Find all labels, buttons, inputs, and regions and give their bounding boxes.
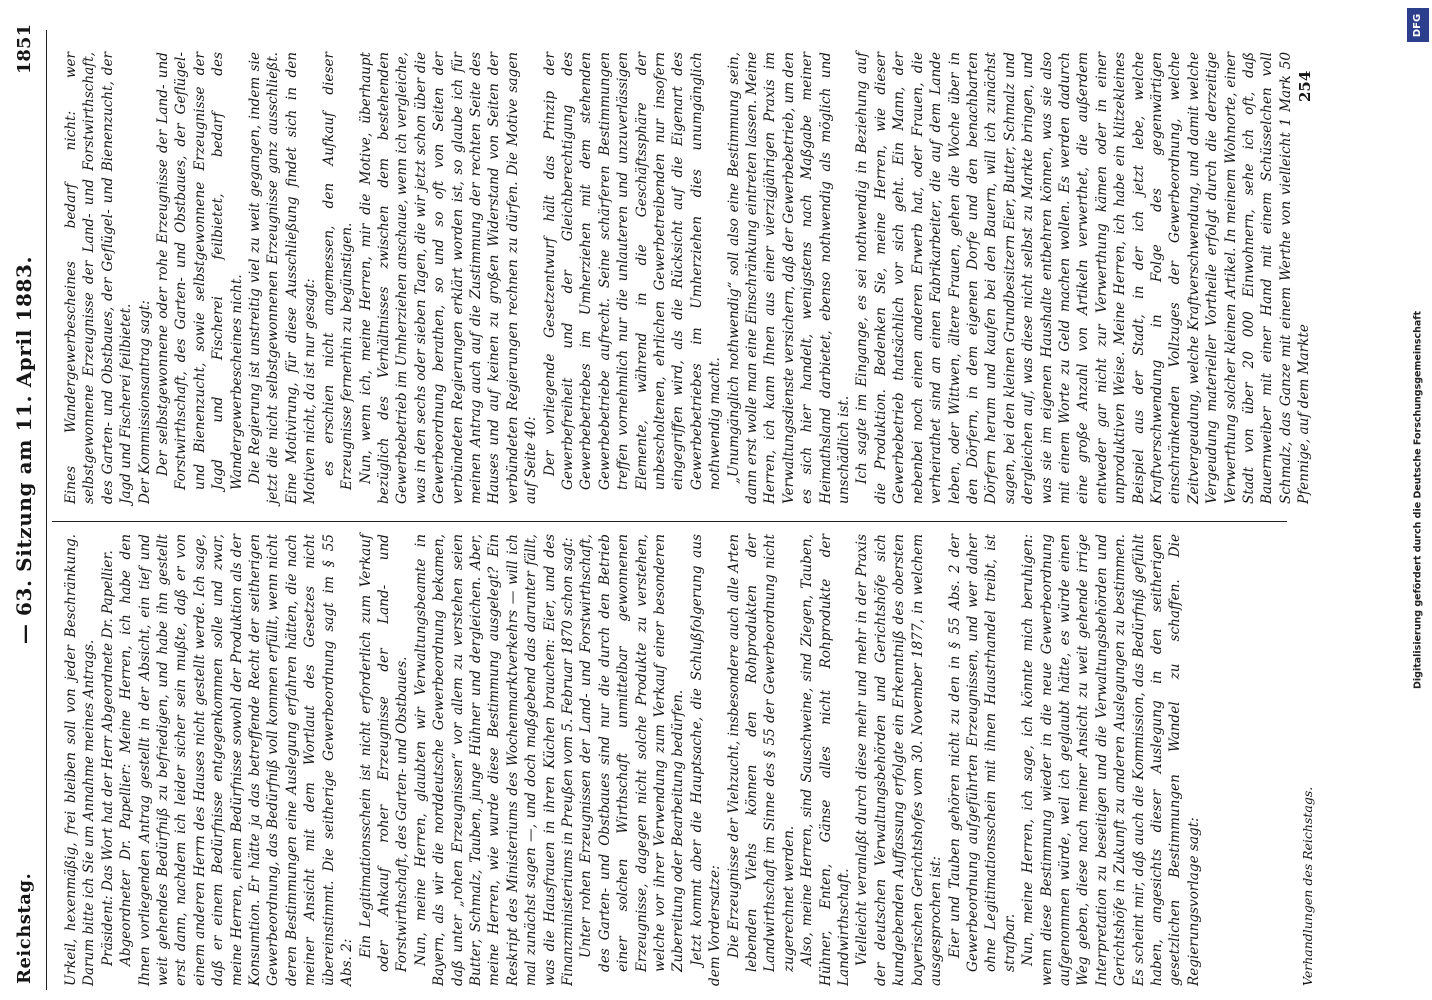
paragraph: Unter rohen Erzeugnissen der Land- und Forstwirthschaft, des Garten- und Obstbaues sind nur die durch den Betrieb einer solchen Wirthschaft unmittelbar gewonnenen Erzeugnisse, dagegen nicht solche Produkte zu verstehen, welche vor ihrer Verwendung zum Verkauf einer besonderen Zubereitung oder Bearbeitung bedürfen. [578,534,687,972]
paragraph: Urkeil, hexenmäßig, frei bleiben soll von jeder Beschränkung. Darum bitte ich Sie um Annahme meines Antrags. [63,534,98,986]
digitization-note: Digitalisierung gefördert durch die Deutsche Forschungsgemeinschaft [1412,311,1424,689]
header-rule [46,30,47,990]
paragraph: Die Erzeugnisse der Viehzucht, insbesondere auch alle Arten lebenden Viehs können den Rohprodukten der Landwirthschaft im Sinne des § 55 der Gewerbeordnung nicht zugerechnet werden. [725,534,797,972]
paragraph: Also, meine Herren, sind Sauschweine, sind Ziegen, Tauben, Hühner, Enten, Gänse alles nicht Rohprodukte der Landwirthschaft. [799,534,853,986]
paragraph: Vielleicht veranlaßt durch diese mehr und mehr in der Praxis der deutschen Verwaltungsbehörden und Gerichtshöfe sich kundgebenden Auffassung erfolgte ein Erkenntniß des obersten bayerischen Gerichtshofes vom 30. November 1877, in welchem ausgesprochen ist: [854,534,945,986]
paragraph: Nun, meine Herren, ich sage, ich könnte mich beruhigen: wenn diese Bestimmung wieder in die neue Gewerbeordnung aufgenommen würde, weil ich geglaubt hätte, es würde einen Weg geben, diese nach meiner Ansicht zu weit gehende irrige Interpretation zu beseitigen und die Verwaltungsbehörden und Gerichtshöfe in Zukunft zu anderen Auslegungen zu bestimmen. Es scheint mir, daß auch die Kommission, das Bedürfniß gefühlt haben, angesichts dieser Auslegung in den seitherigen gesetzlichen Bestimmungen Wandel zu schaffen. Die Regierungsvorlage sagt: [1020,534,1202,986]
paragraph: Eines Wandergewerbescheines bedarf nicht: wer selbstgewonnene Erzeugnisse der Land- und Forstwirthschaft, des Garten- und Obstbaues, der Geflügel- und Bienenzucht, der Jagd und Fischerei feilbietet. [63,52,135,504]
paragraph: Der Kommissionsantrag sagt: [136,300,153,504]
page-header [8,0,50,1000]
paragraph: Abgeordneter Dr. Papellier: Meine Herren, ich habe den Ihnen vorliegenden Antrag gestellt in der Absicht, ein tief und weit gehendes Bedürfniß zu befriedigen, und habe ihn gestellt erst dann, nachdem ich leider sicher sein mußte, daß er von einem anderen Herrn des Hauses nicht gestellt werde. Ich sage, daß er einem Bedürfnisse entgegenkommen solle und zwar, meine Herren, einem Bedürfnisse sowohl der Produktion als der Konsumtion. Er hätte ja das betreffende Recht der seitherigen Gewerbeordnung, das Bedürfniß voll kommen erfüllt, wenn nicht deren Bestimmungen eine Auslegung erfahren hätten, die nach meiner Ansicht mit dem Wortlaut des Gesetzes nicht übereinstimmt. Die seitherige Gewerbeordnung sagt im § 55 Abs. 2: [118,534,356,986]
header-left: Reichstag. [14,872,35,984]
paragraph: Eier und Tauben gehören nicht zu den in § 55 Abs. 2 der Gewerbeordnung aufgeführten Erzeugnissen, und wer daher ohne Legitimationsschein mit ihnen Haustrhandel treibt, ist strafbar. [946,534,1018,972]
header-title: — 63. Sitzung am 11. April 1883. [12,255,36,645]
dfg-logo-text: DFG [1412,13,1424,37]
paragraph: Ich sagte im Eingange, es sei nothwendig in Beziehung auf die Produktion. Bedenken Sie, meine Herren, wie dieser Gewerbebetrieb thatsächlich vor sich geht. Ein Mann, der nebenbei noch einen anderen Erwerb hat, oder Frauen, die verheirathet sind an einen Fabrikarbeiter, die auf dem Lande leben, oder Wittwen, ältere Frauen, gehen die Woche über in den Dörfern, in dem eigenen Dorfe und den benachbarten Dörfern herum und kaufen bei den Bauern, will ich zunächst sagen, bei den kleinen Grundbesitzern Eier, Butter, Schmalz und dergleichen auf, was diese nicht selbst zu Markte bringen, und was sie im eigenen Haushalte entbehren können, was sie also mit einem Worte zu Geld machen wollen. Es werden dadurch eine große Anzahl von Artikeln verwerthet, die außerdem entweder gar nicht zur Verwerthung kämen oder in einer unproduktiven Weise. Meine Herren, ich habe ein klitzekleines Beispiel aus der Stadt, in der ich jetzt lebe, welche Kraftverschwendung in Folge des gegenwärtigen einschränkenden Vollzuges der Gewerbeordnung, welche Zeitvergeudung, welche Kraftverschwendung, und damit welche Vergeudung materieller Vortheile erfolgt durch die derzeitige Verwerthung solcher kleinen Artikel. In meinem Wohnorte, einer Stadt von über 20 000 Einwohnern, sehe ich oft, daß Bauernweiber mit einer Hand mit einem Schüsselchen voll Schmalz, das Ganze mit einem Werthe von vielleicht 1 Mark 50 Pfennige, auf dem Markte [854,52,1313,504]
paragraph: Der vorliegende Gesetzentwurf hält das Prinzip der Gewerbefreiheit und der Gleichberechtigung des Gewerbebetriebes im Umherziehen mit dem stehenden Gewerbebetriebe aufrecht. Seine schärferen Bestimmungen treffen vornehmlich nur die unlauteren und unzuverlässigen Elemente, während in die Geschäftssphäre der unbescholtenen, ehrlichen Gewerbetreibenden nur insofern eingegriffen wird, als die Rücksicht auf die Eigenart des Gewerbebetriebes im Umherziehen dies unumgänglich nothwendig macht. [541,52,724,490]
paragraph: Jetzt kommt aber die Hauptsache, die Schlußfolgerung aus dem Vordersatze: [688,534,724,986]
paragraph: Präsident: Das Wort hat der Herr Abgeordnete Dr. Papellier. [99,550,116,966]
paragraph: Die Regierung ist unstreitig viel zu weit gegangen, indem sie jetzt die nicht selbstgewonnenen Erzeugnisse ganz ausschließt. Eine Motivirung, für diese Ausschließung findet sich in den Motiven nicht, da ist nur gesagt: [247,52,319,504]
paragraph: Ein Legitimationsschein ist nicht erforderlich zum Verkauf oder Ankauf roher Erzeugnisse der Land- und Forstwirthschaft, des Garten- und Obstbaues. [357,534,411,972]
paragraph: Nun, meine Herren, glaubten wir Verwaltungsbeamte in Bayern, als wir die norddeutsche Gewerbeordnung bekamen, daß unter „rohen Erzeugnissen“ vor allem zu verstehen seien Butter, Schmalz, Tauben, junge Hühner und dergleichen. Aber, meine Herren, wie wurde diese Bestimmung ausgelegt? Ein Reskript des Ministeriums des Wochenmarktverkehrs — will ich mal zunächst sagen —, und doch maßgebend das darunter fällt, was die Hausfrauen in ihren Küchen brauchen: Eier, und des Finanzministeriums in Preußen vom 5. Februar 1870 schon sagt: [412,534,576,986]
column-divider [52,521,1287,522]
paragraph: Nun, wenn ich, meine Herren, mir die Motive, überhaupt bezüglich des Verhältnisses zwischen dem bestehenden Gewerbebetrieb im Umherziehen anschaue, wenn ich vergleiche, was in den sechs oder sieben Tagen, die wir jetzt schon über die Gewerbeordnung berathen, so und so oft von Seiten der verbündeten Regierungen erklärt worden ist, so glaube ich für meinen Antrag auch auf die Zustimmung der rechten Seite des Hauses und auf keinen zu großen Widerstand von Seiten der verbündeten Regierungen rechnen zu dürfen. Die Motive sagen auf Seite 40: [357,52,540,504]
header-page-number: 1851 [14,24,35,75]
paragraph: „Unumgänglich nothwendig“ soll also eine Bestimmung sein, dann erst wolle man eine Einschränkung eintreten lassen. Meine Herren, ich kann Ihnen aus einer vierzigjährigen Praxis im Verwaltungsdienste versichern, daß der Gewerbebetrieb, um den es sich hier handelt, wenigstens nach Maßgabe meiner Heimathsland darbietet, ebenso nothwendig als möglich und unschädlich ist. [725,52,853,504]
left-column [62,534,1287,986]
paragraph: Der selbstgewonnene oder rohe Erzeugnisse der Land- und Forstwirthschaft, des Garten- und Obstbaues, der Geflügel- und Bienenzucht, sowie selbstgewonnene Erzeugnisse der Jagd und Fischerei feilbietet, bedarf des Wandergewerbescheines nicht. [155,52,245,490]
dfg-logo [1407,8,1429,42]
footer-page-number: 254 [1296,70,1314,102]
paragraph: es erschien nicht angemessen, den Aufkauf dieser Erzeugnisse fernerhin zu begünstigen. [320,52,356,490]
footer-left: Verhandlungen des Reichstags. [1300,786,1315,986]
